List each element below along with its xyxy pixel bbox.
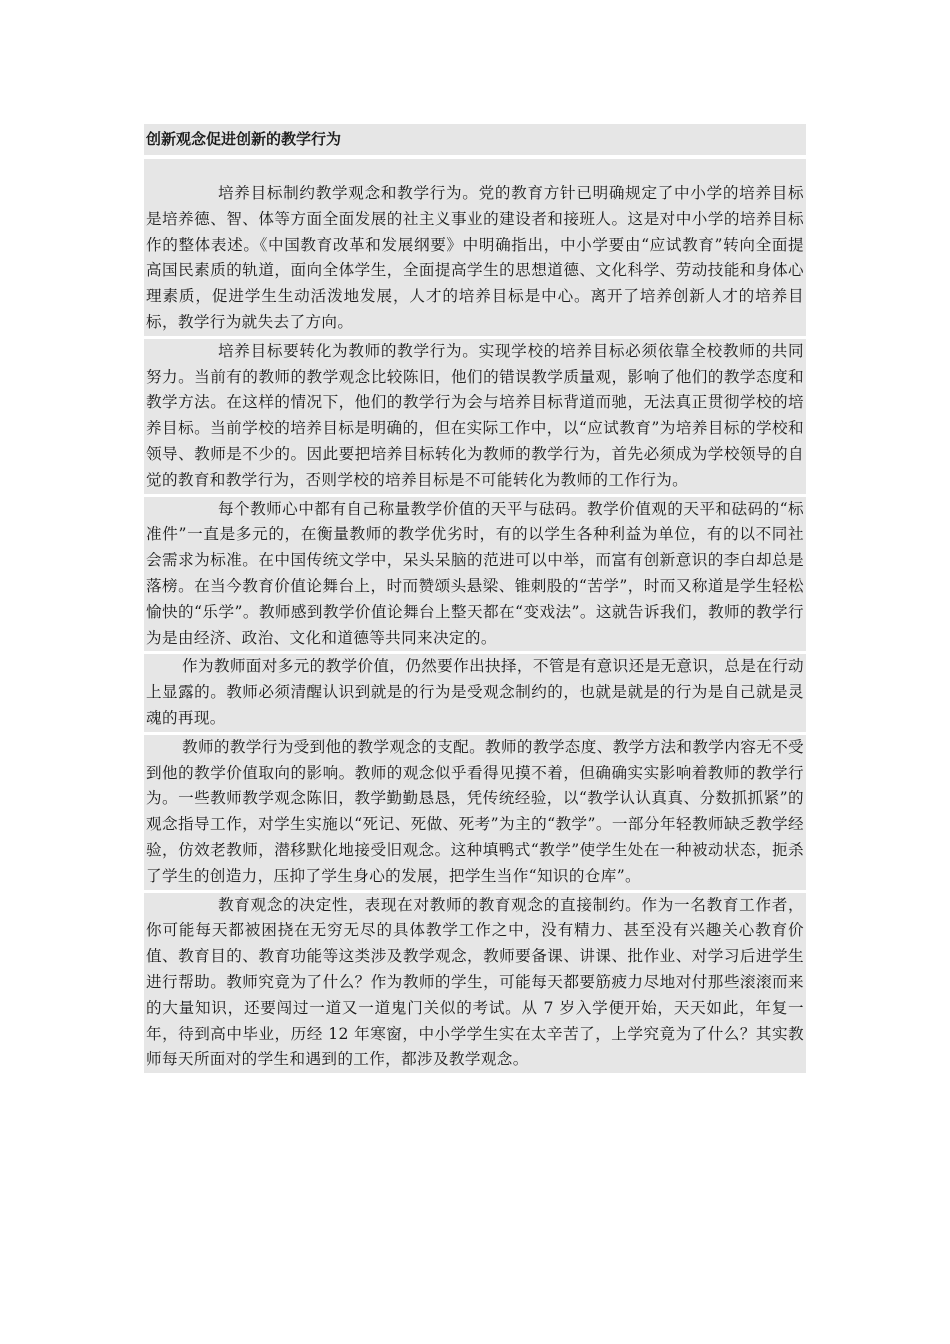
- document-body: [144, 124, 806, 1076]
- paragraph-6: 教育观念的决定性，表现在对教师的教育观念的直接制约。作为一名教育工作者，你可能每天都被困挠在无穷无尽的具体教学工作之中，没有精力、甚至没有兴趣关心教育价值、教育目的、教育功能等这类涉及教学观念，教师要备课、讲课、批作业、对学习后进学生进行帮助。教师究竟为了什么？作为教师的学生，可能每天都要筋疲力尽地对付那些滚滚而来的大量知识，还要闯过一道又一道鬼门关似的考试。从 7 岁入学便开始，天天如此，年复一年，待到高中毕业，历经 12 年寒窗，中小学学生实在太辛苦了，上学究竟为了什么？其实教师每天所面对的学生和遇到的工作，都涉及教学观念。: [144, 893, 806, 1074]
- paragraph-1: 培养目标制约教学观念和教学行为。党的教育方针已明确规定了中小学的培养目标是培养德、智、体等方面全面发展的社主义事业的建设者和接班人。这是对中小学的培养目标作的整体表述。《中国教育改革和发展纲要》中明确指出，中小学要由“应试教育”转向全面提高国民素质的轨道，面向全体学生，全面提高学生的思想道德、文化科学、劳动技能和身体心理素质，促进学生生动活泼地发展，人才的培养目标是中心。离开了培养创新人才的培养目标，教学行为就失去了方向。: [144, 181, 806, 336]
- paragraph-5: 教师的教学行为受到他的教学观念的支配。教师的教学态度、教学方法和教学内容无不受到他的教学价值取向的影响。教师的观念似乎看得见摸不着，但确确实实影响着教师的教学行为。一些教师教学观念陈旧，教学勤勤恳恳，凭传统经验，以“教学认认真真、分数抓抓紧”的观念指导工作，对学生实施以“死记、死做、死考”为主的“教学”。一部分年轻教师缺乏教学经验，仿效老教师，潜移默化地接受旧观念。这种填鸭式“教学”使学生处在一种被动状态，扼杀了学生的创造力，压抑了学生身心的发展，把学生当作“知识的仓库”。: [144, 735, 806, 890]
- paragraph-3: 每个教师心中都有自己称量教学价值的天平与砝码。教学价值观的天平和砝码的“标准件”一直是多元的，在衡量教师的教学优劣时，有的以学生各种利益为单位，有的以不同社会需求为标准。在中国传统文学中，呆头呆脑的范进可以中举，而富有创新意识的李白却总是落榜。在当今教育价值论舞台上，时而赞颂头悬梁、锥刺股的“苦学”，时而又称道是学生轻松愉快的“乐学”。教师感到教学价值论舞台上整天都在“变戏法”。这就告诉我们，教师的教学行为是由经济、政治、文化和道德等共同来决定的。: [144, 497, 806, 652]
- paragraph-4: 作为教师面对多元的教学价值，仍然要作出抉择，不管是有意识还是无意识，总是在行动上显露的。教师必须清醒认识到就是的行为是受观念制约的，也就是就是的行为是自己就是灵魂的再现。: [144, 654, 806, 731]
- paragraph-2: 培养目标要转化为教师的教学行为。实现学校的培养目标必须依靠全校教师的共同努力。当前有的教师的教学观念比较陈旧，他们的错误教学质量观，影响了他们的教学态度和教学方法。在这样的情况下，他们的教学行为会与培养目标背道而驰，无法真正贯彻学校的培养目标。当前学校的培养目标是明确的，但在实际工作中，以“应试教育”为培养目标的学校和领导、教师是不少的。因此要把培养目标转化为教师的教学行为，首先必须成为学校领导的自觉的教育和教学行为，否则学校的培养目标是不可能转化为教师的工作行为。: [144, 339, 806, 494]
- document-title: 创新观念促进创新的教学行为: [144, 124, 806, 155]
- blank-line: [144, 159, 806, 181]
